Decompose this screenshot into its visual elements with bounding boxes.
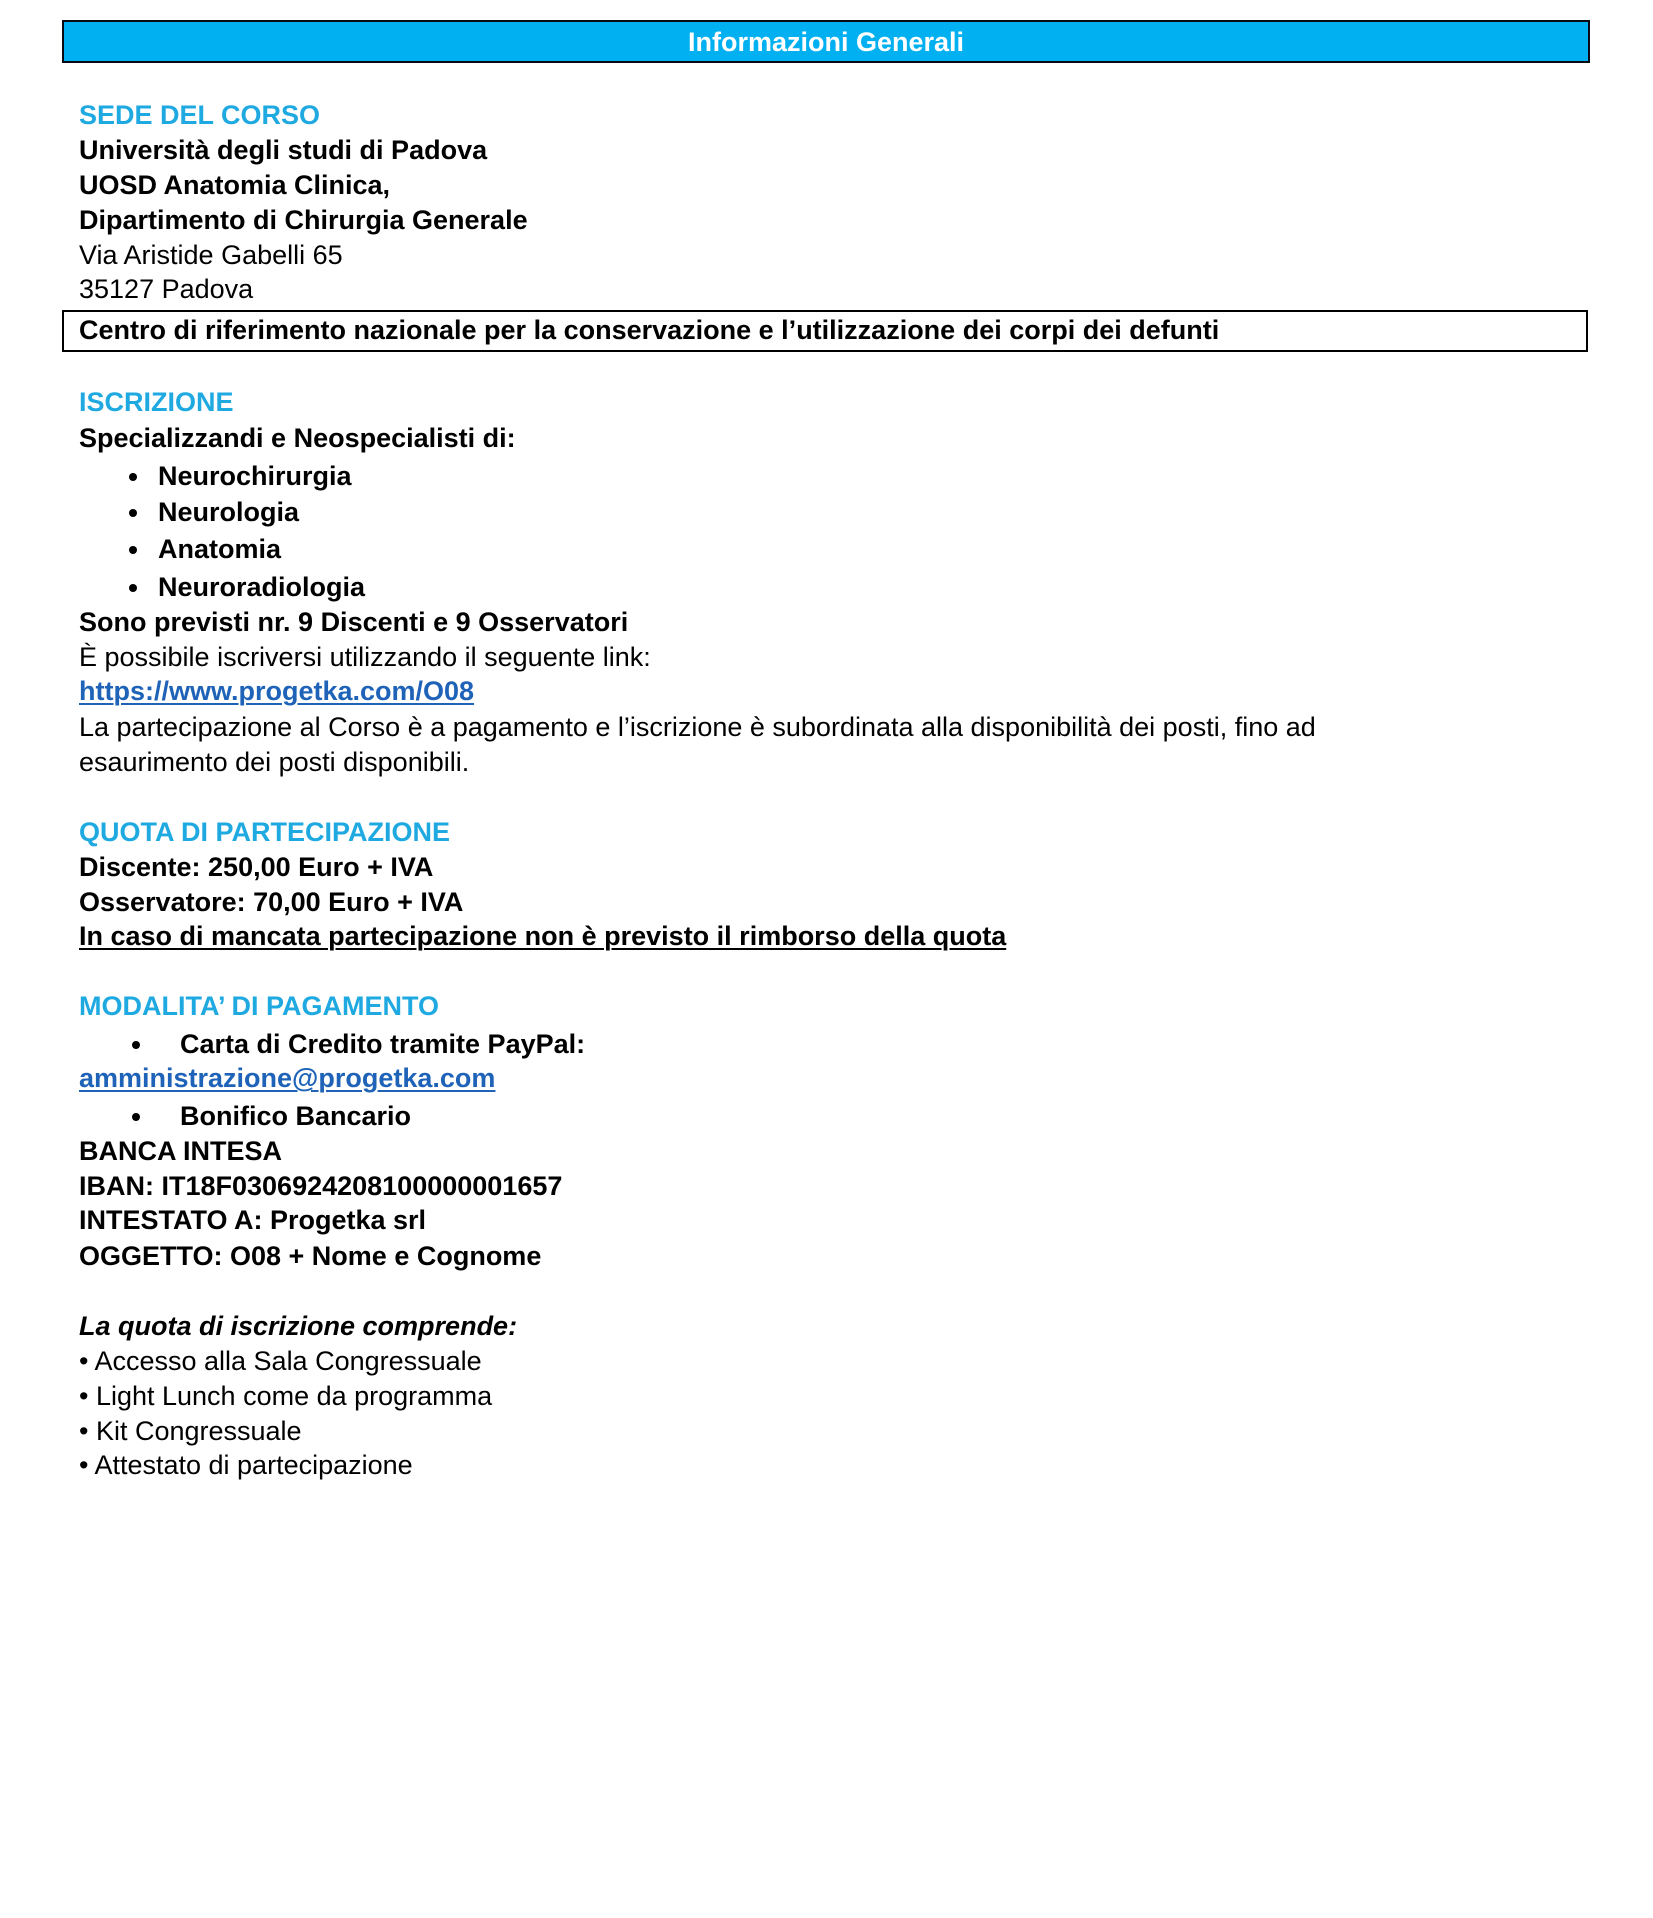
bank-name: BANCA INTESA [79, 1136, 283, 1166]
specialty-item: Anatomia [158, 534, 282, 564]
bullet-icon [132, 1041, 140, 1049]
fee-discente: Discente: 250,00 Euro + IVA [79, 852, 434, 882]
section-header-bar [62, 20, 1590, 63]
includes-item: • Attestato di partecipazione [79, 1450, 413, 1480]
includes-item: • Light Lunch come da programma [79, 1381, 493, 1411]
heading-pagamento: MODALITA’ DI PAGAMENTO [79, 991, 440, 1021]
specialty-item: Neurologia [158, 497, 300, 527]
payment-method-transfer: Bonifico Bancario [180, 1101, 412, 1131]
payment-subject: OGGETTO: O08 + Nome e Cognome [79, 1241, 542, 1271]
section-title: Informazioni Generali [687, 27, 965, 57]
payment-method-paypal: Carta di Credito tramite PayPal: [180, 1029, 586, 1059]
heading-sede: SEDE DEL CORSO [79, 100, 321, 130]
venue-line: Università degli studi di Padova [79, 135, 488, 165]
bank-holder: INTESTATO A: Progetka srl [79, 1205, 427, 1235]
includes-item: • Accesso alla Sala Congressuale [79, 1346, 482, 1376]
includes-item: • Kit Congressuale [79, 1416, 302, 1446]
payment-email-link[interactable]: amministrazione@progetka.com [79, 1063, 496, 1093]
no-refund-note: In caso di mancata partecipazione non è previsto il rimborso della quota [79, 921, 1007, 951]
heading-iscrizione: ISCRIZIONE [79, 387, 234, 417]
bullet-icon [129, 473, 137, 481]
specialty-item: Neuroradiologia [158, 572, 366, 602]
registration-link[interactable]: https://www.progetka.com/O08 [79, 676, 475, 706]
fee-osservatore: Osservatore: 70,00 Euro + IVA [79, 887, 464, 917]
includes-title: La quota di iscrizione comprende: [79, 1311, 518, 1341]
bullet-icon [129, 509, 137, 517]
participation-note: La partecipazione al Corso è a pagamento e l’iscrizione è subordinata alla disponibilità dei posti, fino ad [79, 712, 1316, 742]
participation-note-cont: esaurimento dei posti disponibili. [79, 747, 470, 777]
venue-line: UOSD Anatomia Clinica, [79, 170, 391, 200]
venue-address: Via Aristide Gabelli 65 [79, 240, 343, 270]
reference-center-note: Centro di riferimento nazionale per la conservazione e l’utilizzazione dei corpi dei defunti [79, 315, 1220, 345]
link-intro: È possibile iscriversi utilizzando il seguente link: [79, 642, 651, 672]
bank-iban: IBAN: IT18F0306924208100000001657 [79, 1171, 563, 1201]
reference-center-box [62, 310, 1588, 352]
venue-line: Dipartimento di Chirurgia Generale [79, 205, 528, 235]
eligibility-intro: Specializzandi e Neospecialisti di: [79, 423, 516, 453]
specialty-item: Neurochirurgia [158, 461, 352, 491]
bullet-icon [129, 584, 137, 592]
places-info: Sono previsti nr. 9 Discenti e 9 Osservatori [79, 607, 629, 637]
bullet-icon [129, 546, 137, 554]
venue-city: 35127 Padova [79, 274, 254, 304]
bullet-icon [132, 1113, 140, 1121]
heading-quota: QUOTA DI PARTECIPAZIONE [79, 817, 450, 847]
